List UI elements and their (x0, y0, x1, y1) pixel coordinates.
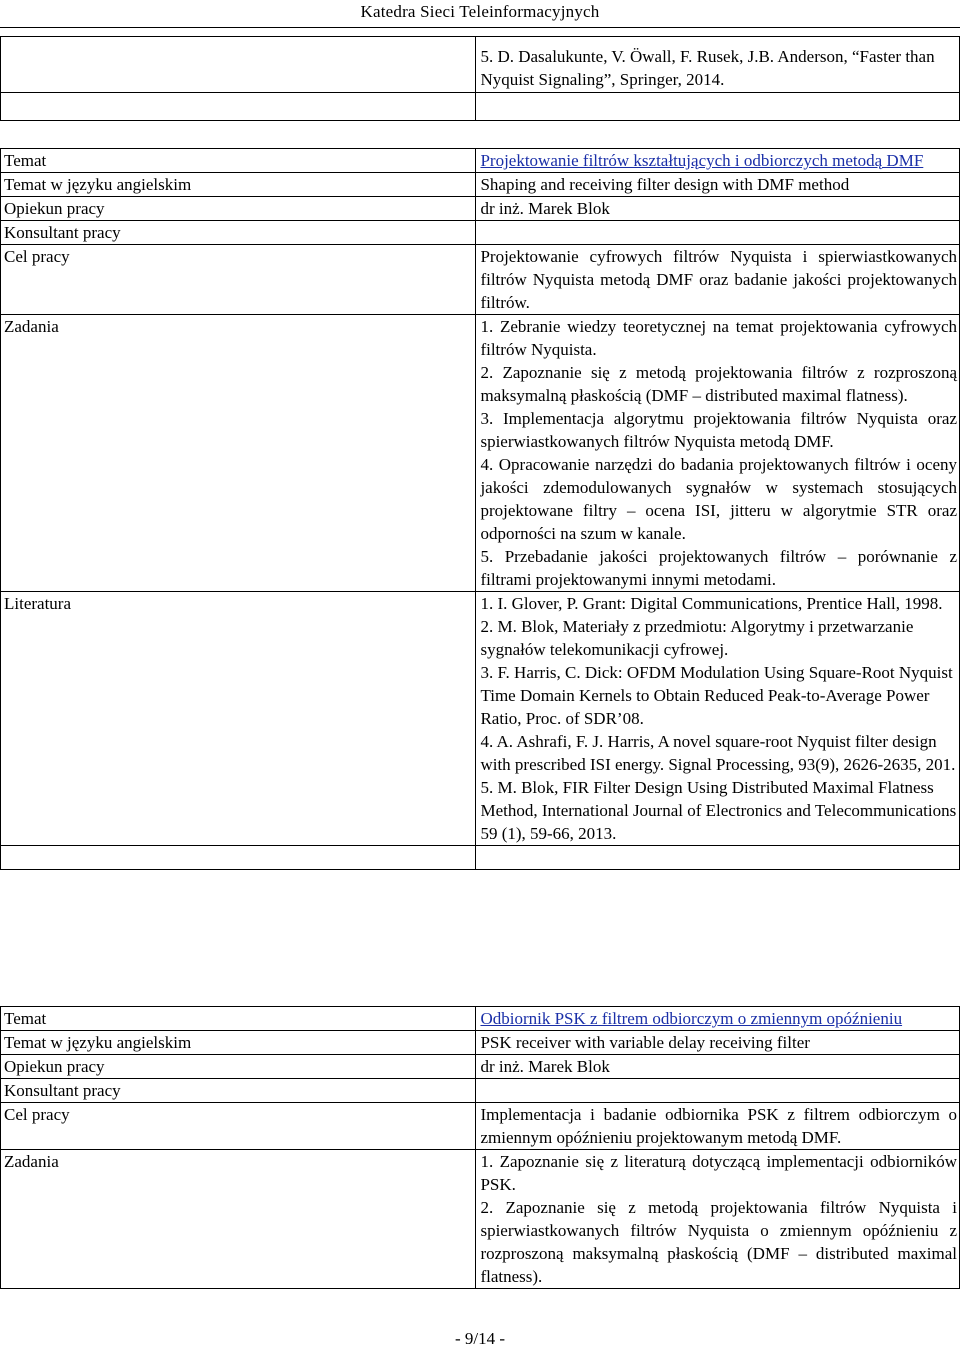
literature-item: 5. M. Blok, FIR Filter Design Using Distributed Maximal Flatness Method, International Journal of Electronics and Telecommunications 59 (1), 59-66, 2013. (480, 778, 957, 843)
label-opiekun: Opiekun pracy (1, 1055, 476, 1079)
label-temat: Temat (1, 1007, 476, 1031)
prev-literature-item: 5. D. Dasalukunte, V. Öwall, F. Rusek, J.B. Anderson, “Faster than Nyquist Signaling”, Springer, 2014. (480, 47, 935, 89)
value-cel: Implementacja i badanie odbiornika PSK z filtrem odbiorczym o zmiennym opóźnieniu projektowanym metodą DMF. (476, 1103, 960, 1150)
value-opiekun: dr inż. Marek Blok (476, 1055, 960, 1079)
label-zadania: Zadania (1, 315, 476, 592)
task-item: 1. Zapoznanie się z literaturą dotyczącą implementacji odbiorników PSK. (480, 1152, 957, 1194)
task-item: 4. Opracowanie narzędzi do badania projektowanych filtrów i oceny jakości zdemodulowanych sygnałów w systemach stosujących projektowane filtry – ocena ISI, jitteru w algorytmie STR oraz odporności na szum w kanale. (480, 455, 957, 543)
label-temat-en: Temat w języku angielskim (1, 173, 476, 197)
prev-label-cell (1, 37, 476, 93)
value-zadania (476, 1150, 960, 1289)
task-item: 2. Zapoznanie się z metodą projektowania filtrów Nyquista i spierwiastkowanych filtrów Nyquista o zmiennym opóźnieniu z rozproszoną maksymalną płaskością (DMF – distributed maximal flatness). (480, 1198, 957, 1286)
running-header: Katedra Sieci Teleinformacyjnych (360, 2, 600, 21)
literature-item: 1. I. Glover, P. Grant: Digital Communications, Prentice Hall, 1998. (480, 594, 943, 613)
literature-item: 4. A. Ashrafi, F. J. Harris, A novel square-root Nyquist filter design with prescribed ISI energy. Signal Processing, 93(9), 2626-2635, 201. (480, 732, 956, 774)
label-literatura: Literatura (1, 592, 476, 846)
literature-item: 3. F. Harris, C. Dick: OFDM Modulation Using Square-Root Nyquist Time Domain Kernels to Obtain Reduced Peak-to-Average Power Ratio, Proc. of SDR’08. (480, 663, 953, 728)
label-zadania: Zadania (1, 1150, 476, 1289)
thesis-1-table (0, 148, 960, 870)
prev-literature-cell (476, 37, 960, 93)
label-konsultant: Konsultant pracy (1, 1079, 476, 1103)
task-item: 1. Zebranie wiedzy teoretycznej na temat projektowania cyfrowych filtrów Nyquista. (480, 317, 957, 359)
value-cel: Projektowanie cyfrowych filtrów Nyquista i spierwiastkowanych filtrów Nyquista metodą DMF oraz badanie jakości projektowanych filtrów. (476, 245, 960, 315)
value-temat-en: Shaping and receiving filter design with DMF method (476, 173, 960, 197)
label-opiekun: Opiekun pracy (1, 197, 476, 221)
empty-row-cell (1, 846, 476, 870)
value-opiekun: dr inż. Marek Blok (476, 197, 960, 221)
label-temat: Temat (1, 149, 476, 173)
prev-table (0, 36, 960, 121)
thesis-2-title-link[interactable]: Odbiornik PSK z filtrem odbiorczym o zmiennym opóźnieniu (480, 1009, 903, 1028)
label-temat-en: Temat w języku angielskim (1, 1031, 476, 1055)
header-rule (0, 27, 960, 28)
value-konsultant (476, 1079, 960, 1103)
label-cel: Cel pracy (1, 1103, 476, 1150)
value-temat[interactable] (476, 149, 960, 173)
value-zadania (476, 315, 960, 592)
value-konsultant (476, 221, 960, 245)
task-item: 5. Przebadanie jakości projektowanych filtrów – porównanie z filtrami projektowanymi innymi metodami. (480, 547, 957, 589)
thesis-2-table (0, 1006, 960, 1289)
value-temat[interactable] (476, 1007, 960, 1031)
task-item: 2. Zapoznanie się z metodą projektowania filtrów z rozproszoną maksymalną płaskością (DMF – distributed maximal flatness). (480, 363, 957, 405)
thesis-1-title-link[interactable]: Projektowanie filtrów kształtujących i odbiorczych metodą DMF (480, 151, 924, 170)
empty-row-cell (476, 846, 960, 870)
label-cel: Cel pracy (1, 245, 476, 315)
value-literatura (476, 592, 960, 846)
label-konsultant: Konsultant pracy (1, 221, 476, 245)
value-temat-en: PSK receiver with variable delay receiving filter (476, 1031, 960, 1055)
literature-item: 2. M. Blok, Materiały z przedmiotu: Algorytmy i przetwarzanie sygnałów telekomunikacji cyfrowej. (480, 617, 914, 659)
task-item: 3. Implementacja algorytmu projektowania filtrów Nyquista oraz spierwiastkowanych filtrów Nyquista metodą DMF. (480, 409, 957, 451)
page-number: - 9/14 - (454, 1329, 506, 1348)
